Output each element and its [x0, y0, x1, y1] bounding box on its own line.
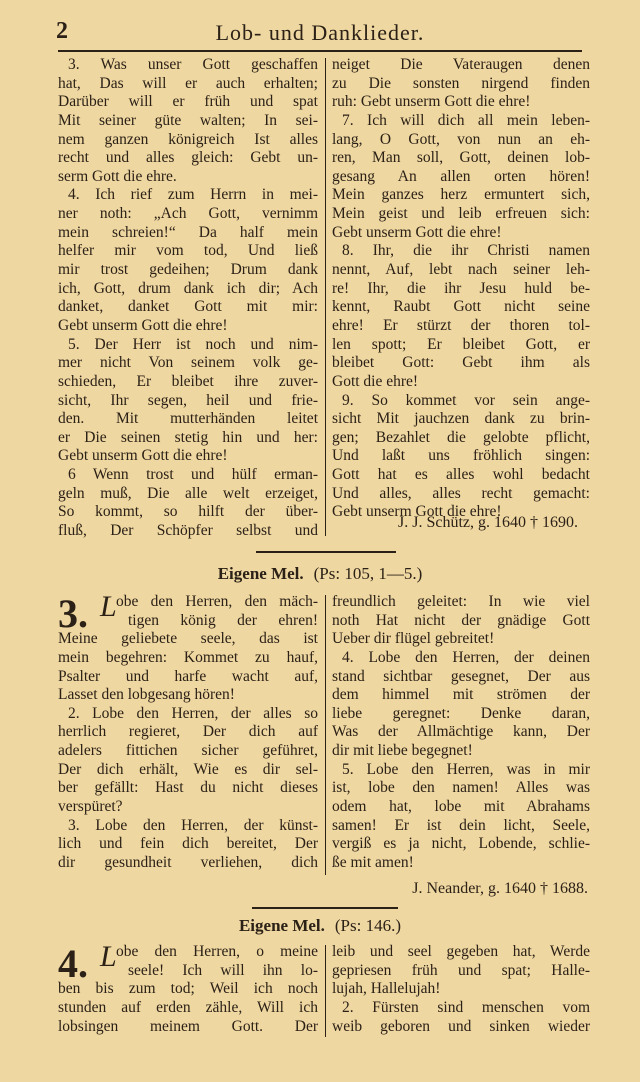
text-line: Meine geliebete seele, das ist — [58, 630, 318, 648]
text-line: fluß, Der Schöpfer selbst und — [58, 522, 318, 540]
text-line: zu Die sonsten nirgend finden — [332, 74, 590, 92]
text-line: Der dich erhält, Wie es dir sel- — [58, 760, 318, 778]
text-line: Was der Allmächtige kann, Der — [332, 723, 590, 741]
text-line: lujah, Hallelujah! — [332, 980, 441, 998]
text-line: ist, lobe den namen! Alles was — [332, 779, 590, 797]
hymn3-heading — [0, 564, 640, 584]
text-line: ber gefällt: Hast du nicht dieses — [58, 779, 318, 797]
text-line: adelers fittichen sicher geführet, — [58, 742, 318, 760]
text-line: odem hat, lobe mit Abrahams — [332, 798, 590, 816]
text-line: 2. Lobe den Herren, der alles so — [68, 704, 318, 722]
hymn2-author: J. J. Schütz, g. 1640 † 1690. — [398, 514, 578, 531]
text-line: bleibet Gott: Gebt ihm als — [332, 354, 590, 372]
text-line: Ueber dir flügel gebreitet! — [332, 630, 495, 648]
text-line: danket, danket Gott mit mir: — [58, 298, 318, 316]
text-line: recht und alles gleich: Gebt un- — [58, 149, 318, 167]
text-line: schieden, Er bleibet ihre zuver- — [58, 372, 318, 390]
text-line: samen! Er ist dein licht, Seele, — [332, 816, 590, 834]
hymn4-right-column — [332, 943, 590, 1036]
text-line: Gott hat es alles wohl bedacht — [332, 466, 590, 484]
text-line: dir gesundheit verliehen, dich — [58, 853, 318, 871]
drop-cap: L — [100, 940, 117, 973]
text-line: Gebt unserm Gott die ehre! — [332, 223, 502, 241]
text-line: 2. Fürsten sind menschen vom — [342, 998, 590, 1016]
melody-label: Eigene Mel. — [238, 916, 325, 935]
text-line: noth Hat nicht der gnädige Gott — [332, 611, 590, 629]
hymn3-right-column — [332, 593, 590, 873]
text-line: hat, Das will er auch erhalten; — [58, 74, 318, 92]
hymn2-right-column — [332, 56, 590, 522]
text-line: 5. Der Herr ist noch und nim- — [68, 335, 318, 353]
hymn3-author: J. Neander, g. 1640 † 1688. — [412, 880, 588, 897]
text-line: mer nicht Von seinem volk ge- — [58, 354, 318, 372]
text-line: ren, Man soll, Gott, deinen lob- — [332, 149, 590, 167]
text-line: den. Mit mutterhänden leitet — [58, 410, 318, 428]
text-line: stand sichtbar gesegnet, Der aus — [332, 667, 590, 685]
text-line: obe den Herren, o meine — [116, 943, 318, 960]
text-line: ner noth: „Ach Gott, vernimm — [58, 205, 318, 223]
text-line: stunden auf erden zähle, Will ich — [58, 998, 318, 1016]
text-line: Gebt unserm Gott die ehre! — [58, 447, 228, 465]
text-line: 3. Was unser Gott geschaffen — [68, 56, 318, 73]
text-line: 4. Lobe den Herren, der deinen — [342, 648, 590, 666]
text-line: ehre! Er stürzt der thoren tol- — [332, 316, 590, 334]
text-line: nennt, Auf, lebt nach seiner leh- — [332, 261, 590, 279]
text-line: Gott die ehre! — [332, 372, 419, 390]
text-line: gen; Bezahlet die gelobte pflicht, — [332, 428, 590, 446]
text-line: serm Gott die ehre. — [58, 167, 177, 185]
text-line: 6 Wenn trost und hülf erman- — [68, 466, 318, 484]
text-line: herrlich regieret, Der dich auf — [58, 723, 318, 741]
text-line: Und laßt uns fröhlich singen: — [332, 447, 590, 465]
psalm-reference: (Ps: 105, 1—5.) — [313, 564, 423, 583]
text-line: freundlich geleitet: In wie viel — [332, 593, 590, 610]
text-line: Lasset den lobgesang hören! — [58, 686, 235, 704]
psalm-reference: (Ps: 146.) — [334, 916, 402, 935]
section-rule — [252, 907, 398, 909]
text-line: len spott; Er bleibet Gott, er — [332, 335, 590, 353]
text-line: ße mit amen! — [332, 853, 414, 871]
hymn4-heading — [0, 916, 640, 936]
text-line: 8. Ihr, die ihr Christi namen — [342, 242, 590, 260]
text-line: verspüret? — [58, 798, 123, 816]
text-line: Und alles, alles recht gemacht: — [332, 484, 590, 502]
text-line: sicht, Ihr segen, heil und frie- — [58, 391, 318, 409]
text-line: vergiß es ja nicht, Lobende, schlie- — [332, 835, 590, 853]
text-line: Mein ganzes herz ermuntert sich, — [332, 186, 590, 204]
text-line: mein schreien!“ Da half mein — [58, 223, 318, 241]
column-divider — [325, 58, 326, 536]
text-line: 7. Ich will dich all mein leben- — [342, 111, 590, 129]
text-line: helfer mir vom tod, Und ließ — [58, 242, 318, 260]
drop-cap: L — [100, 590, 117, 623]
text-line: seele! Ich will ihn lo- — [128, 961, 318, 979]
text-line: ruh: Gebt unserm Gott die ehre! — [332, 93, 531, 111]
running-title: Lob- und Danklieder. — [215, 20, 425, 45]
text-line: tigen könig der ehren! — [128, 611, 318, 629]
text-line: geln muß, Die alle welt erzeiget, — [58, 484, 318, 502]
text-line: nem ganzen königreich Ist alles — [58, 130, 318, 148]
text-line: Mein geist und leib erfreuen sich: — [332, 205, 590, 223]
text-line: weib geboren und sinken wieder — [332, 1017, 590, 1035]
column-divider — [325, 595, 326, 875]
hymn3-left-column — [58, 590, 318, 873]
header-rule — [58, 50, 582, 52]
hymn4-left-column — [58, 940, 318, 1036]
melody-label: Eigene Mel. — [217, 564, 304, 583]
text-line: dir mit liebe begegnet! — [332, 742, 473, 760]
text-line: neiget Die Vateraugen denen — [332, 56, 590, 73]
text-line: Darüber will er früh und spat — [58, 93, 318, 111]
section-rule — [256, 551, 396, 553]
text-line: Gebt unserm Gott die ehre! — [332, 503, 502, 521]
text-line: mein begehren: Kommet zu hauf, — [58, 648, 318, 666]
text-line: re! Ihr, die ihr Jesu huld be- — [332, 279, 590, 297]
text-line: dem himmel mit strömen der — [332, 686, 590, 704]
text-line: Psalter und harfe wacht auf, — [58, 667, 318, 685]
hymn-number: 4. — [58, 941, 88, 986]
hymn2-left-column — [58, 56, 318, 541]
text-line: Mit seiner güte walten; In sei- — [58, 111, 318, 129]
text-line: Gebt unserm Gott die ehre! — [58, 316, 228, 334]
text-line: er Die seinen stetig hin und her: — [58, 428, 318, 446]
text-line: 9. So kommet vor sein ange- — [342, 391, 590, 409]
text-line: ich, Gott, drum dank ich dir; Ach — [58, 279, 318, 297]
text-line: leib und seel gegeben hat, Werde — [332, 943, 590, 960]
text-line: So kommt, so hilft der über- — [58, 503, 318, 521]
text-line: 3. Lobe den Herren, der künst- — [68, 816, 318, 834]
text-line: liebe geregnet: Denke daran, — [332, 704, 590, 722]
text-line: ben bis zum tod; Weil ich noch — [58, 980, 318, 998]
text-line: kennt, Raubt Gott nicht seine — [332, 298, 590, 316]
text-line: obe den Herren, den mäch- — [116, 593, 318, 610]
page-number: 2 — [56, 18, 68, 44]
text-line: gesang An allen orten hören! — [332, 167, 590, 185]
text-line: 5. Lobe den Herren, was in mir — [342, 760, 590, 778]
text-line: 4. Ich rief zum Herrn in mei- — [68, 186, 318, 204]
hymn-number: 3. — [58, 591, 88, 636]
text-line: lang, O Gott, von nun an eh- — [332, 130, 590, 148]
text-line: sicht Mit jauchzen dank zu brin- — [332, 410, 590, 428]
text-line: lich und fein dich bereitet, Der — [58, 835, 318, 853]
text-line: lobsingen meinem Gott. Der — [58, 1017, 318, 1035]
column-divider — [325, 945, 326, 1037]
text-line: mir trost gedeihen; Drum dank — [58, 261, 318, 279]
text-line: gepriesen früh und spat; Halle- — [332, 961, 590, 979]
